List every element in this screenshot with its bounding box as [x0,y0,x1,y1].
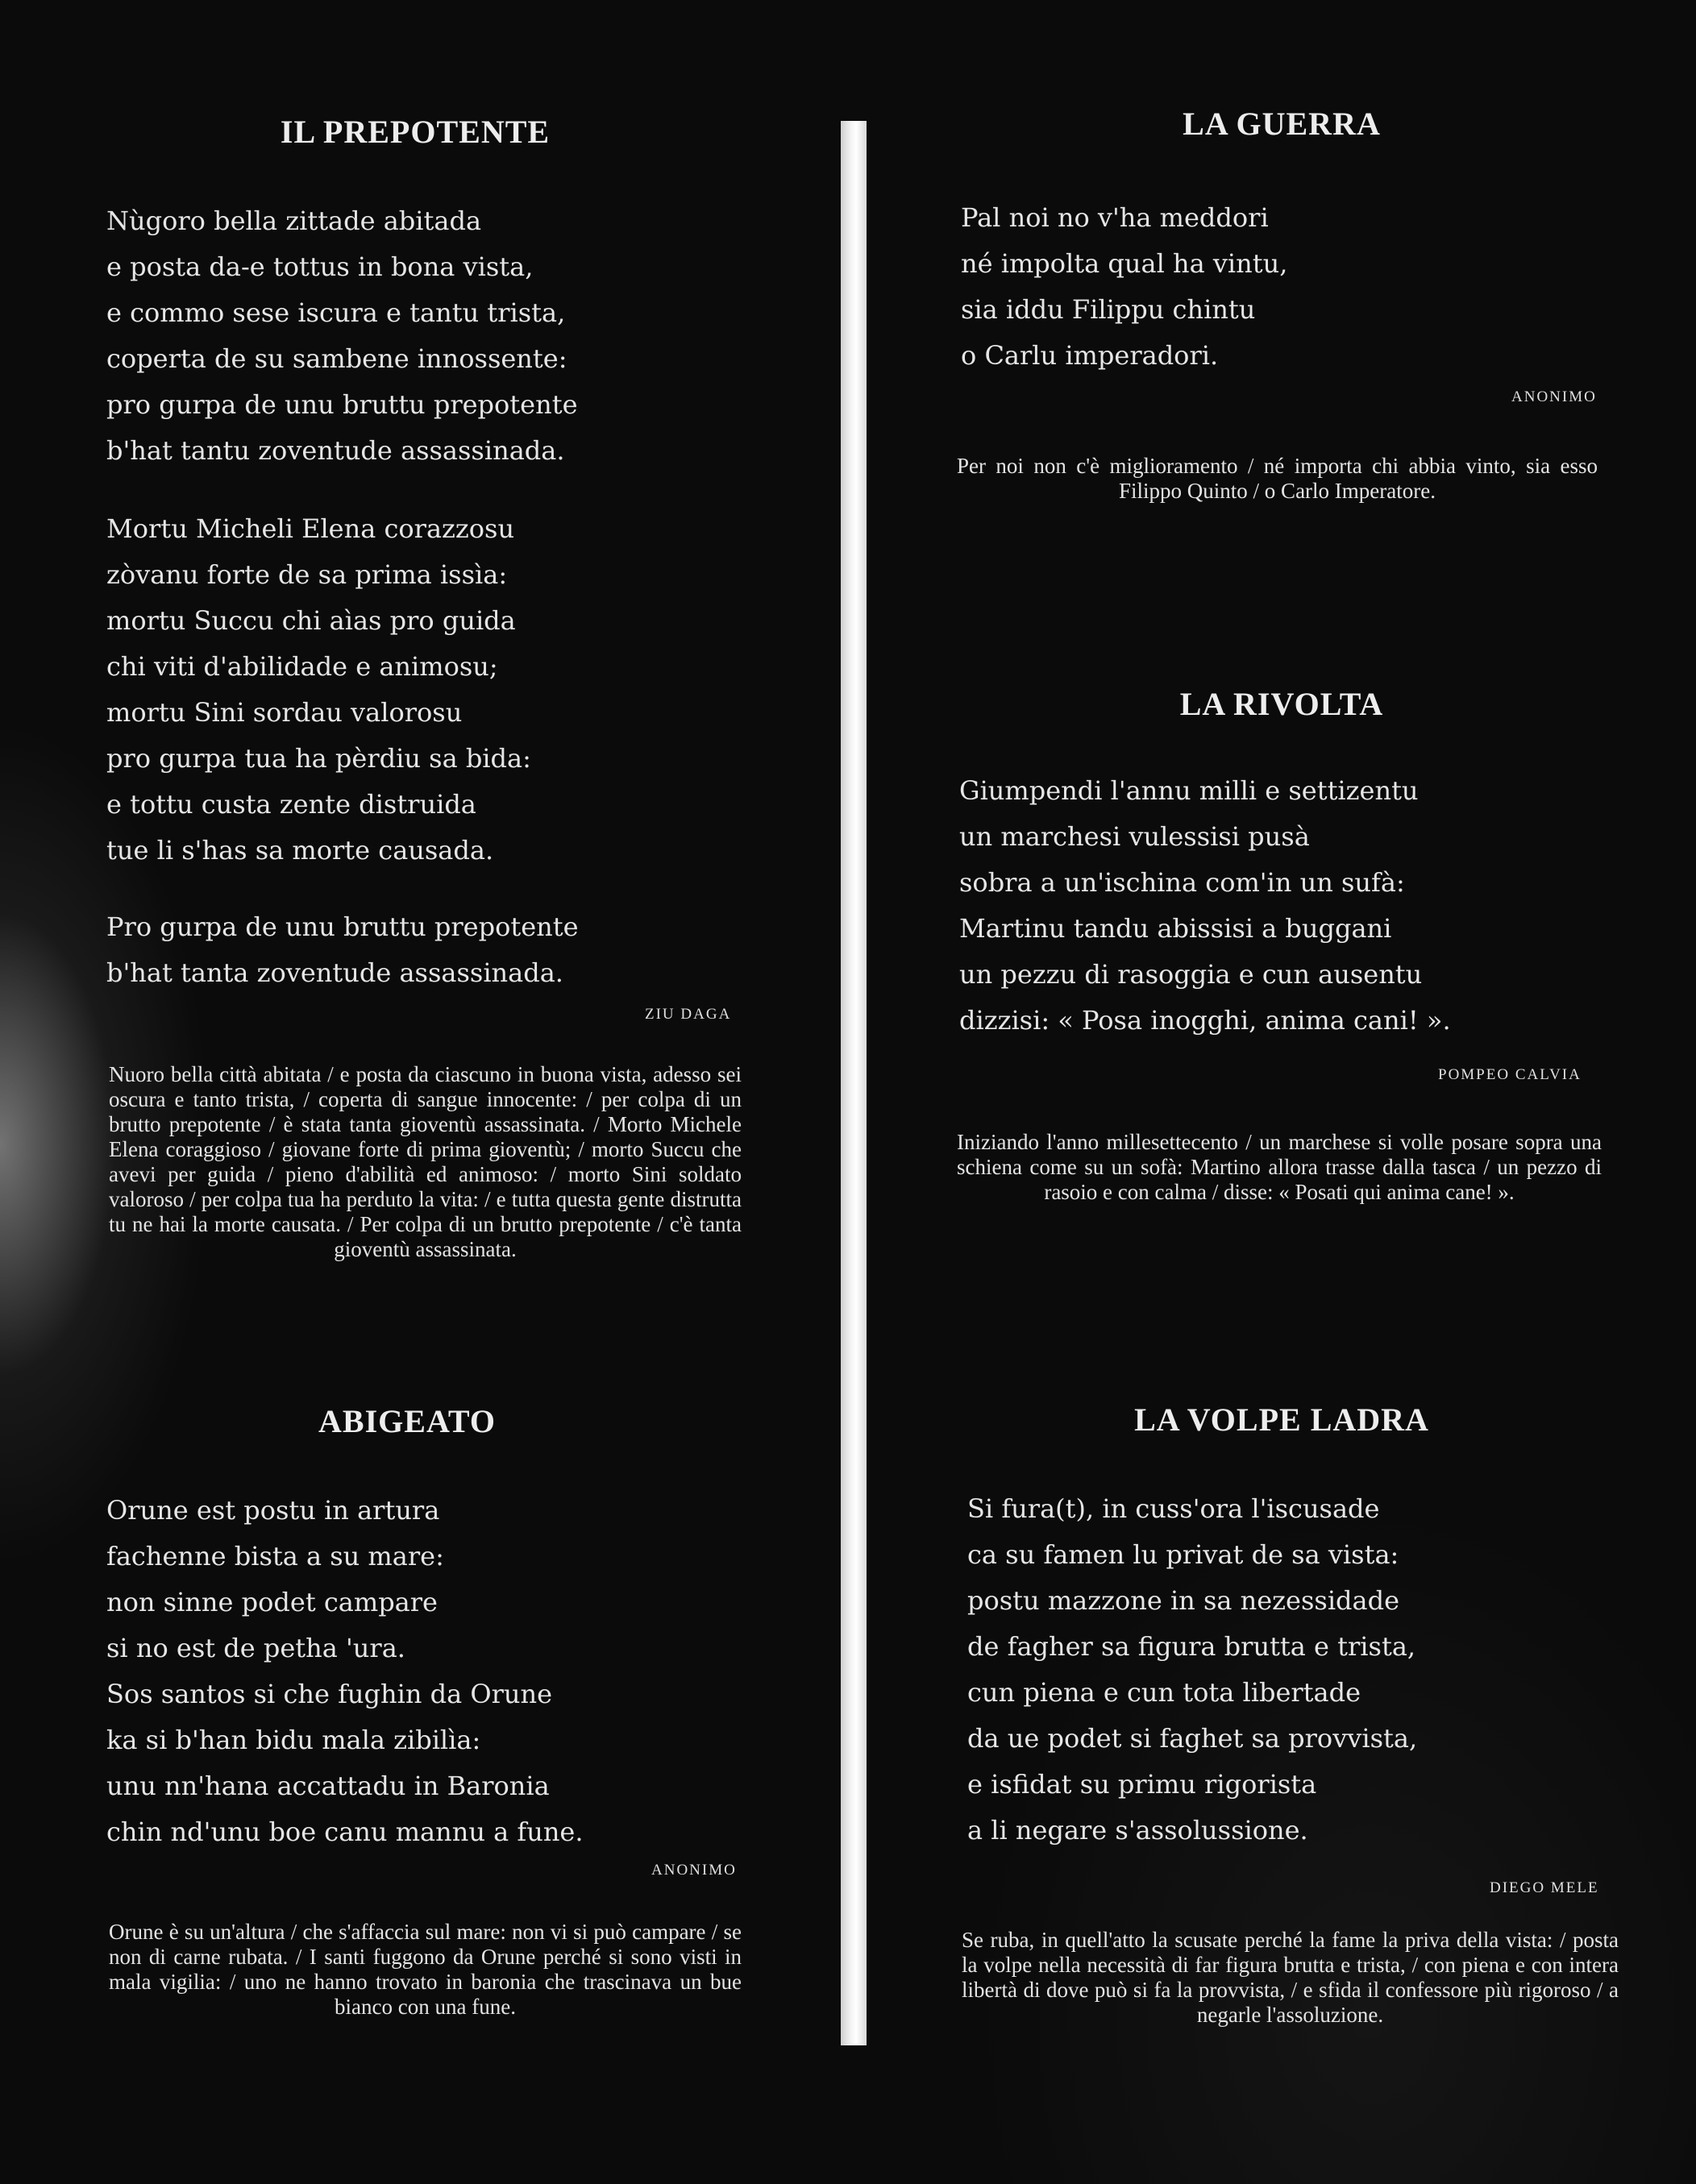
verse-line: Nùgoro bella zittade abitada [106,206,482,236]
poem-title: LA GUERRA [1183,106,1381,142]
verse-line: cun piena e cun tota libertade [967,1677,1361,1708]
verse-line: o Carlu imperadori. [961,340,1219,371]
author-name: ANONIMO [1511,388,1597,405]
verse-line: sia iddu Filippu chintu [961,294,1256,325]
verse-line: e posta da-e tottus in bona vista, [106,251,534,282]
stanza [106,904,579,996]
translation-text: Se ruba, in quell'atto la scusate perché la fame la priva della vista: / posta la volpe nella necessità di far figura brutta e trista, / con piena e con intera libertà di dove può si fa la provvista, / e sfida il confessore più rigoroso / a negarle l'assoluzione. [962,1928,1619,2027]
verse-line: Sos santos si che fughin da Orune [106,1679,553,1709]
verse-line: fachenne bista a su mare: [106,1541,444,1572]
verse-line: chi viti d'abilidade e animosu; [106,651,498,682]
verse-line: postu mazzone in sa nezessidade [967,1585,1400,1616]
verse-line: e tottu custa zente distruida [106,789,476,820]
verse-line: dizzisi: « Posa inogghi, anima cani! ». [959,1005,1451,1036]
verse-line: non sinne podet campare [106,1587,438,1617]
poem-title: LA VOLPE LADRA [1134,1401,1429,1438]
verse-line: coperta de su sambene innossente: [106,343,567,374]
stanza [106,198,578,474]
stanza [106,506,531,874]
verse-line: sobra a un'ischina com'in un sufà: [959,867,1405,898]
verse-line: Pro gurpa de unu bruttu prepotente [106,911,579,942]
verse-line: de fagher sa figura brutta e trista, [967,1631,1416,1662]
author-name: DIEGO MELE [1490,1879,1599,1896]
translation-text: Orune è su un'altura / che s'affaccia sul mare: non vi si può campare / se non di carne rubata. / I santi fuggono da Orune perché si sono visti in mala vigilia: / uno ne hanno trovato in baronia che trascinava un bue bianco con una fune. [109,1920,742,2019]
stanza [961,195,1287,379]
verse-line: e commo sese iscura e tantu trista, [106,297,566,328]
verse-line: ka si b'han bidu mala zibilìa: [106,1725,481,1755]
verse-line: Pal noi no v'ha meddori [961,202,1269,233]
verse-line: pro gurpa de unu bruttu prepotente [106,389,578,420]
poem-title: ABIGEATO [318,1403,496,1439]
verse-line: tue li s'has sa morte causada. [106,835,494,866]
verse-line: da ue podet si faghet sa provvista, [967,1723,1418,1754]
verse-line: ca su famen lu privat de sa vista: [967,1539,1399,1570]
verse-line: e isfidat su primu rigorista [967,1769,1317,1800]
verse-line: Mortu Micheli Elena corazzosu [106,513,515,544]
author-name: ANONIMO [651,1862,737,1879]
verse-line: si no est de petha 'ura. [106,1633,405,1663]
verse-line: Martinu tandu abissisi a buggani [959,913,1392,944]
translation-text: Per noi non c'è miglioramento / né importa chi abbia vinto, sia esso Filippo Quinto / o Carlo Imperatore. [957,454,1598,503]
verse-line: un marchesi vulessisi pusà [959,821,1310,852]
poem-title: LA RIVOLTA [1179,686,1384,722]
stanza [959,768,1451,1044]
verse-line: mortu Succu chi aìas pro guida [106,605,516,636]
translation-text: Nuoro bella città abitata / e posta da ciascuno in buona vista, adesso sei oscura e tanto trista, / coperta di sangue innocente: / per colpa di un brutto prepotente / è stata tanta gioventù assassinata. / Morto Michele Elena coraggioso / giovane forte di prima gioventù; / morto Succu che avevi per guida / pieno d'abilità ed animoso: / morto Sini soldato valoroso / per colpa tua ha perduto la vita: / e tutta questa gente distrutta tu ne hai la morte causata. / Per colpa di un brutto prepotente / c'è tanta gioventù assassinata. [109,1062,742,1261]
verse-line: Giumpendi l'annu milli e settizentu [959,775,1419,806]
verse-line: b'hat tanta zoventude assassinada. [106,957,563,988]
verse-line: né impolta qual ha vintu, [961,248,1288,279]
verse-line: unu nn'hana accattadu in Baronia [106,1771,550,1801]
verse-line: mortu Sini sordau valorosu [106,697,463,728]
author-name: ZIU DAGA [645,1006,732,1023]
verse-line: b'hat tantu zoventude assassinada. [106,435,565,466]
verse-line: zòvanu forte de sa prima issìa: [106,559,508,590]
translation-text: Iniziando l'anno millesettecento / un marchese si volle posare sopra una schiena come su un sofà: Martino allora trasse dalla tasca / un pezzo di rasoio e con calma / disse: « Posati qui anima cane! ». [957,1130,1602,1204]
verse-line: Orune est postu in artura [106,1495,440,1526]
verse-line: chin nd'unu boe canu mannu a fune. [106,1817,584,1847]
verse-line: un pezzu di rasoggia e cun ausentu [959,959,1423,990]
poem-title: IL PREPOTENTE [280,114,551,150]
stanza [967,1486,1417,1854]
author-name: POMPEO CALVIA [1438,1066,1582,1083]
column-divider [841,121,867,2045]
verse-line: Si fura(t), in cuss'ora l'iscusade [967,1493,1380,1524]
stanza [106,1488,584,1855]
verse-line: pro gurpa tua ha pèrdiu sa bida: [106,743,531,774]
verse-line: a li negare s'assolussione. [967,1815,1308,1846]
